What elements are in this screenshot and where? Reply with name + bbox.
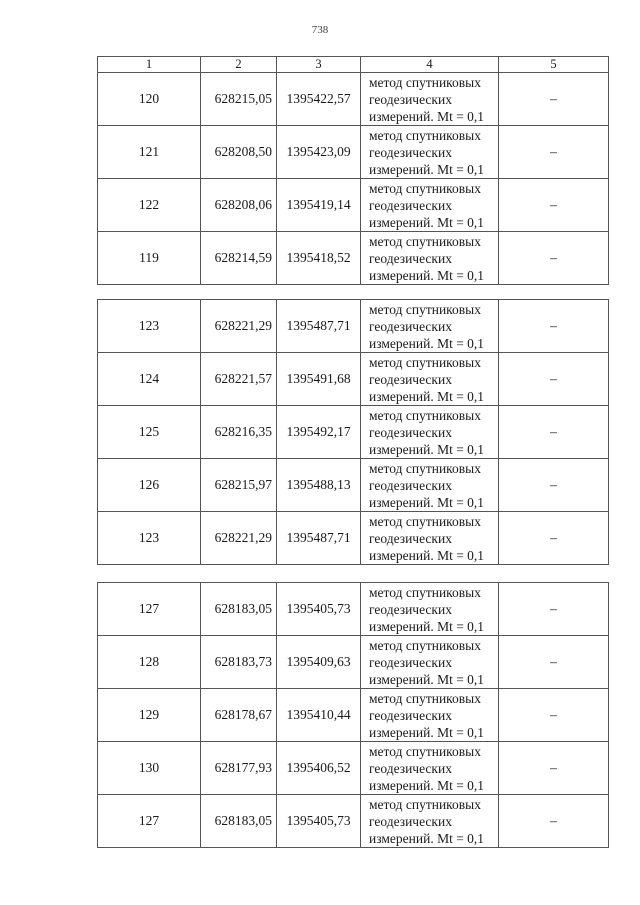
x-coordinate-cell: 628177,93 — [201, 742, 277, 795]
method-line: измерений. Mt = 0,1 — [369, 724, 485, 740]
point-number-cell: 121 — [98, 126, 201, 179]
y-coordinate-cell: 1395491,68 — [277, 353, 361, 406]
method-line: измерений. Mt = 0,1 — [369, 830, 485, 846]
x-coordinate-cell: 628221,57 — [201, 353, 277, 406]
note-cell: – — [499, 406, 609, 459]
method-line: геодезических — [369, 707, 452, 723]
method-line: метод спутниковых — [369, 354, 481, 370]
y-coordinate-cell: 1395418,52 — [277, 232, 361, 285]
note-cell: – — [499, 300, 609, 353]
point-number-cell: 122 — [98, 179, 201, 232]
table-row — [98, 795, 609, 848]
method-cell — [361, 406, 499, 459]
x-coordinate-cell: 628183,05 — [201, 583, 277, 636]
table-row — [98, 512, 609, 565]
table-row — [98, 179, 609, 232]
y-coordinate-cell: 1395487,71 — [277, 300, 361, 353]
x-coordinate-cell: 628183,05 — [201, 795, 277, 848]
method-line: метод спутниковых — [369, 637, 481, 653]
method-line: метод спутниковых — [369, 74, 481, 90]
point-number-cell: 127 — [98, 795, 201, 848]
note-cell: – — [499, 73, 609, 126]
table-row — [98, 126, 609, 179]
method-cell — [361, 583, 499, 636]
method-line: метод спутниковых — [369, 407, 481, 423]
point-number-cell: 126 — [98, 459, 201, 512]
column-header: 4 — [361, 57, 499, 73]
column-header: 3 — [277, 57, 361, 73]
method-line: геодезических — [369, 318, 452, 334]
method-line: метод спутниковых — [369, 180, 481, 196]
method-cell — [361, 300, 499, 353]
method-line: измерений. Mt = 0,1 — [369, 547, 485, 563]
table-header-row — [98, 57, 609, 73]
x-coordinate-cell: 628221,29 — [201, 300, 277, 353]
y-coordinate-cell: 1395410,44 — [277, 689, 361, 742]
method-line: геодезических — [369, 424, 452, 440]
group-separator — [98, 285, 609, 300]
method-cell — [361, 512, 499, 565]
method-line: геодезических — [369, 91, 452, 107]
table-row — [98, 73, 609, 126]
x-coordinate-cell: 628216,35 — [201, 406, 277, 459]
method-cell — [361, 353, 499, 406]
page-number: 738 — [311, 24, 329, 36]
method-line: метод спутниковых — [369, 460, 481, 476]
method-line: геодезических — [369, 371, 452, 387]
method-line: измерений. Mt = 0,1 — [369, 441, 485, 457]
method-line: измерений. Mt = 0,1 — [369, 335, 485, 351]
method-line: измерений. Mt = 0,1 — [369, 267, 485, 283]
note-cell: – — [499, 636, 609, 689]
coordinates-table — [97, 56, 609, 848]
note-cell: – — [499, 689, 609, 742]
x-coordinate-cell: 628215,05 — [201, 73, 277, 126]
table-row — [98, 459, 609, 512]
x-coordinate-cell: 628214,59 — [201, 232, 277, 285]
method-line: измерений. Mt = 0,1 — [369, 388, 485, 404]
method-line: геодезических — [369, 250, 452, 266]
x-coordinate-cell: 628208,06 — [201, 179, 277, 232]
note-cell: – — [499, 459, 609, 512]
group-separator — [98, 565, 609, 583]
y-coordinate-cell: 1395488,13 — [277, 459, 361, 512]
method-line: геодезических — [369, 144, 452, 160]
y-coordinate-cell: 1395406,52 — [277, 742, 361, 795]
y-coordinate-cell: 1395405,73 — [277, 795, 361, 848]
note-cell: – — [499, 795, 609, 848]
note-cell: – — [499, 179, 609, 232]
note-cell: – — [499, 742, 609, 795]
method-cell — [361, 459, 499, 512]
table-row — [98, 353, 609, 406]
table-row — [98, 232, 609, 285]
method-line: геодезических — [369, 601, 452, 617]
group-separator-cell — [98, 565, 609, 583]
point-number-cell: 119 — [98, 232, 201, 285]
method-line: метод спутниковых — [369, 796, 481, 812]
note-cell: – — [499, 512, 609, 565]
point-number-cell: 124 — [98, 353, 201, 406]
method-line: геодезических — [369, 760, 452, 776]
column-header: 2 — [201, 57, 277, 73]
method-line: геодезических — [369, 654, 452, 670]
x-coordinate-cell: 628215,97 — [201, 459, 277, 512]
y-coordinate-cell: 1395419,14 — [277, 179, 361, 232]
method-line: геодезических — [369, 813, 452, 829]
method-line: измерений. Mt = 0,1 — [369, 671, 485, 687]
table-row — [98, 742, 609, 795]
method-line: метод спутниковых — [369, 690, 481, 706]
point-number-cell: 129 — [98, 689, 201, 742]
method-cell — [361, 73, 499, 126]
note-cell: – — [499, 353, 609, 406]
table-row — [98, 689, 609, 742]
method-line: метод спутниковых — [369, 233, 481, 249]
y-coordinate-cell: 1395487,71 — [277, 512, 361, 565]
method-cell — [361, 636, 499, 689]
y-coordinate-cell: 1395422,57 — [277, 73, 361, 126]
table-body — [98, 73, 609, 848]
method-line: измерений. Mt = 0,1 — [369, 777, 485, 793]
method-line: метод спутниковых — [369, 743, 481, 759]
point-number-cell: 125 — [98, 406, 201, 459]
method-cell — [361, 126, 499, 179]
x-coordinate-cell: 628183,73 — [201, 636, 277, 689]
method-line: измерений. Mt = 0,1 — [369, 618, 485, 634]
group-separator-cell — [98, 285, 609, 300]
y-coordinate-cell: 1395423,09 — [277, 126, 361, 179]
method-line: измерений. Mt = 0,1 — [369, 161, 485, 177]
note-cell: – — [499, 232, 609, 285]
method-line: геодезических — [369, 197, 452, 213]
point-number-cell: 130 — [98, 742, 201, 795]
method-cell — [361, 795, 499, 848]
y-coordinate-cell: 1395409,63 — [277, 636, 361, 689]
method-line: метод спутниковых — [369, 584, 481, 600]
method-cell — [361, 689, 499, 742]
point-number-cell: 120 — [98, 73, 201, 126]
method-line: измерений. Mt = 0,1 — [369, 494, 485, 510]
point-number-cell: 123 — [98, 512, 201, 565]
note-cell: – — [499, 126, 609, 179]
x-coordinate-cell: 628178,67 — [201, 689, 277, 742]
table-row — [98, 636, 609, 689]
method-line: метод спутниковых — [369, 513, 481, 529]
method-line: метод спутниковых — [369, 127, 481, 143]
method-line: измерений. Mt = 0,1 — [369, 214, 485, 230]
table-row — [98, 300, 609, 353]
column-header: 1 — [98, 57, 201, 73]
method-line: геодезических — [369, 477, 452, 493]
method-cell — [361, 179, 499, 232]
x-coordinate-cell: 628208,50 — [201, 126, 277, 179]
point-number-cell: 128 — [98, 636, 201, 689]
method-line: геодезических — [369, 530, 452, 546]
y-coordinate-cell: 1395405,73 — [277, 583, 361, 636]
method-cell — [361, 742, 499, 795]
note-cell: – — [499, 583, 609, 636]
method-line: измерений. Mt = 0,1 — [369, 108, 485, 124]
table-row — [98, 583, 609, 636]
method-line: метод спутниковых — [369, 301, 481, 317]
y-coordinate-cell: 1395492,17 — [277, 406, 361, 459]
x-coordinate-cell: 628221,29 — [201, 512, 277, 565]
point-number-cell: 123 — [98, 300, 201, 353]
point-number-cell: 127 — [98, 583, 201, 636]
method-cell — [361, 232, 499, 285]
table-row — [98, 406, 609, 459]
column-header: 5 — [499, 57, 609, 73]
